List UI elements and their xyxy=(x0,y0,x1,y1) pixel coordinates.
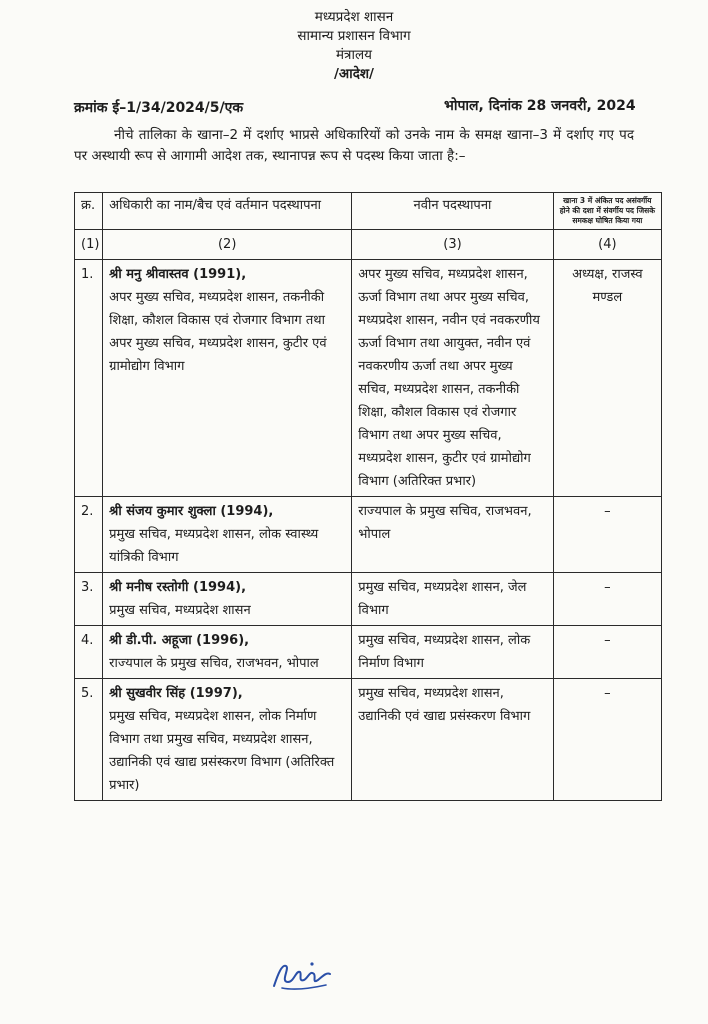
officer-cell xyxy=(103,573,352,626)
order-number: क्रमांक ई–1/34/2024/5/एक xyxy=(74,100,244,116)
ministry-name: मंत्रालय xyxy=(335,47,372,63)
current-posting: राज्यपाल के प्रमुख सचिव, राजभवन, भोपाल xyxy=(109,656,319,671)
govt-name: मध्यप्रदेश शासन xyxy=(314,9,394,25)
new-posting: राज्यपाल के प्रमुख सचिव, राजभवन, भोपाल xyxy=(352,497,553,573)
current-posting: प्रमुख सचिव, मध्यप्रदेश शासन, लोक निर्माण विभाग तथा प्रमुख सचिव, मध्यप्रदेश शासन, उद्यानिकी एवं खाद्य प्रसंस्करण विभाग (अतिरिक्त प्रभार) xyxy=(109,709,335,793)
officer-name: श्री डी.पी. अहूजा (1996), xyxy=(109,633,250,648)
officer-cell xyxy=(103,626,352,679)
table-row xyxy=(75,497,662,573)
new-posting: अपर मुख्य सचिव, मध्यप्रदेश शासन, ऊर्जा विभाग तथा अपर मुख्य सचिव, मध्यप्रदेश शासन, नवीन एवं नवकरणीय ऊर्जा विभाग तथा आयुक्त, नवीन एवं नवकरणीय ऊर्जा तथा अपर मुख्य सचिव, मध्यप्रदेश शासन, तकनीकी शिक्षा, कौशल विकास एवं रोजगार विभाग तथा अपर मुख्य सचिव, मध्यप्रदेश शासन, कुटीर एवं ग्रामोद्योग विभाग (अतिरिक्त प्रभार) xyxy=(352,260,553,497)
officer-name: श्री संजय कुमार शुक्ला (1994), xyxy=(109,504,274,519)
officer-cell xyxy=(103,497,352,573)
table-row xyxy=(75,626,662,679)
equivalent-post: – xyxy=(553,573,661,626)
serial-number: 1. xyxy=(75,260,103,497)
officer-cell xyxy=(103,260,352,497)
place-date: भोपाल, दिनांक 28 जनवरी, 2024 xyxy=(444,98,636,114)
new-posting: प्रमुख सचिव, मध्यप्रदेश शासन, उद्यानिकी एवं खाद्य प्रसंस्करण विभाग xyxy=(352,679,553,801)
serial-number: 5. xyxy=(75,679,103,801)
new-posting: प्रमुख सचिव, मध्यप्रदेश शासन, लोक निर्माण विभाग xyxy=(352,626,553,679)
current-posting: प्रमुख सचिव, मध्यप्रदेश शासन, लोक स्वास्थ्य यांत्रिकी विभाग xyxy=(109,527,319,565)
col-number: (2) xyxy=(103,230,352,260)
table-header-row xyxy=(75,193,662,230)
equivalent-post: – xyxy=(553,497,661,573)
officer-name: श्री सुखवीर सिंह (1997), xyxy=(109,686,243,701)
col-number: (1) xyxy=(75,230,103,260)
current-posting: अपर मुख्य सचिव, मध्यप्रदेश शासन, तकनीकी शिक्षा, कौशल विकास एवं रोजगार विभाग तथा अपर मुख्य सचिव, मध्यप्रदेश शासन, कुटीर एवं ग्रामोद्योग विभाग xyxy=(109,290,327,374)
table-row xyxy=(75,573,662,626)
intro-text: नीचे तालिका के खाना–2 में दर्शाए भाप्रसे अधिकारियों को उनके नाम के समक्ष खाना–3 में दर्शाए गए पद पर अस्थायी रूप से आगामी आदेश तक, स्थानापन्न रूप से पदस्थ किया जाता है:– xyxy=(74,127,634,164)
current-posting: प्रमुख सचिव, मध्यप्रदेश शासन xyxy=(109,603,251,618)
officer-cell xyxy=(103,679,352,801)
document-header xyxy=(0,8,708,84)
header-equivalent: खाना 3 में अंकित पद असंवर्गीय होने की दशा में संवर्गीय पद जिसके समकक्ष घोषित किया गया xyxy=(553,193,661,230)
header-officer: अधिकारी का नाम/बैच एवं वर्तमान पदस्थापना xyxy=(103,193,352,230)
order-title: /आदेश/ xyxy=(333,66,374,82)
header-new-posting: नवीन पदस्थापना xyxy=(352,193,553,230)
equivalent-post: – xyxy=(553,626,661,679)
posting-table xyxy=(74,192,662,801)
serial-number: 2. xyxy=(75,497,103,573)
signature-icon xyxy=(268,952,348,996)
equivalent-post: अध्यक्ष, राजस्व मण्डल xyxy=(553,260,661,497)
table-row xyxy=(75,679,662,801)
serial-number: 4. xyxy=(75,626,103,679)
header-sn: क्र. xyxy=(75,193,103,230)
column-number-row xyxy=(75,230,662,260)
officer-name: श्री मनीष रस्तोगी (1994), xyxy=(109,580,247,595)
signature xyxy=(268,952,348,1000)
serial-number: 3. xyxy=(75,573,103,626)
table-row xyxy=(75,260,662,497)
intro-paragraph xyxy=(74,125,634,167)
officer-name: श्री मनु श्रीवास्तव (1991), xyxy=(109,267,247,282)
col-number: (4) xyxy=(553,230,661,260)
department-name: सामान्य प्रशासन विभाग xyxy=(297,28,411,44)
new-posting: प्रमुख सचिव, मध्यप्रदेश शासन, जेल विभाग xyxy=(352,573,553,626)
col-number: (3) xyxy=(352,230,553,260)
equivalent-post: – xyxy=(553,679,661,801)
